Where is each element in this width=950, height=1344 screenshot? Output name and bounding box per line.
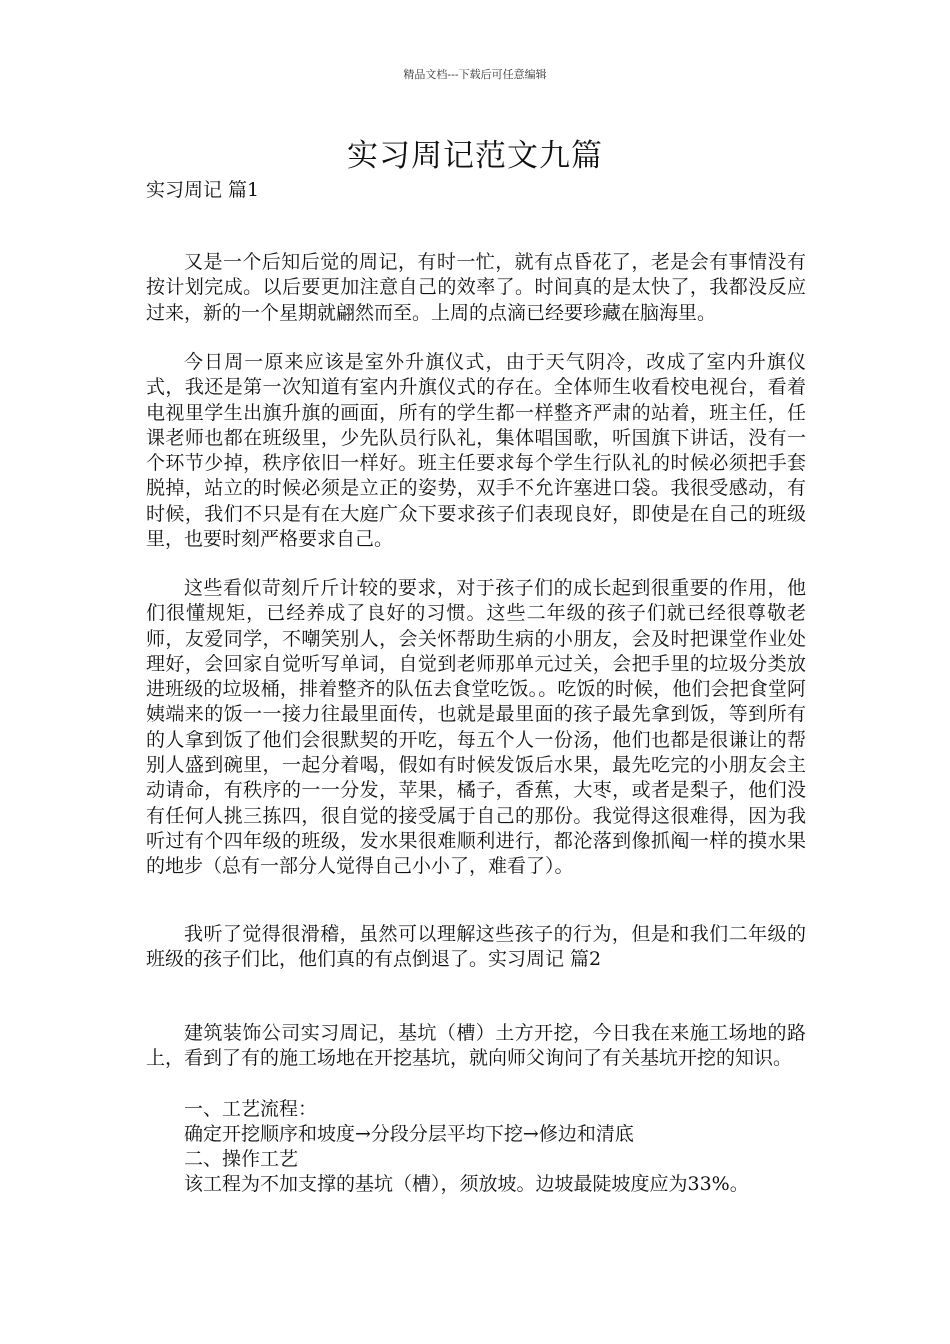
process-heading: 一、工艺流程：	[184, 1098, 318, 1120]
paragraph-4: 我听了觉得很滑稽，虽然可以理解这些孩子的行为，但是和我们二年级的班级的孩子们比，他们真的有点倒退了。实习周记 篇2	[146, 923, 806, 971]
paragraph-1: 又是一个后知后觉的周记，有时一忙，就有点昏花了，老是会有事情没有按计划完成。以后要更加注意自己的效率了。时间真的是太快了，我都没反应过来，新的一个星期就翩然而至。上周的点滴已经要珍藏在脑海里。	[146, 251, 806, 324]
section-heading-1: 实习周记 篇1	[146, 179, 260, 201]
page-header: 精品文档---下载后可任意编辑	[403, 68, 547, 81]
document-title: 实习周记范文九篇	[347, 138, 603, 174]
paragraph-3: 这些看似苛刻斤斤计较的要求，对于孩子们的成长起到很重要的作用，他们很懂规矩，已经养成了良好的习惯。这些二年级的孩子们就已经很尊敬老师，友爱同学，不嘲笑别人，会关怀帮助生病的小朋友，会及时把课堂作业处理好，会回家自觉听写单词，自觉到老师那单元过关，会把手里的垃圾分类放进班级的垃圾桶，排着整齐的队伍去食堂吃饭。。吃饭的时候，他们会把食堂阿姨端来的饭一一接力往最里面传，也就是最里面的孩子最先拿到饭，等到所有的人拿到饭了他们会很默契的开吃，每五个人一份汤，他们也都是很谦让的帮别人盛到碗里，一起分着喝，假如有时候发饭后水果，最先吃完的小朋友会主动请命，有秩序的一一分发，苹果，橘子，香蕉，大枣，或者是梨子，他们没有任何人挑三拣四，很自觉的接受属于自己的那份。我觉得这很难得，因为我听过有个四年级的班级，发水果很难顺利进行，都沦落到像抓阄一样的摸水果的地步（总有一部分人觉得自己小小了，难看了）。	[146, 577, 806, 878]
operation-heading: 二、操作工艺	[184, 1148, 299, 1170]
section2-intro: 建筑装饰公司实习周记，基坑（槽）土方开挖，今日我在来施工场地的路上，看到了有的施工场地在开挖基坑，就向师父询问了有关基坑开挖的知识。	[146, 1022, 806, 1070]
paragraph-2: 今日周一原来应该是室外升旗仪式，由于天气阴冷，改成了室内升旗仪式，我还是第一次知道有室内升旗仪式的存在。全体师生收看校电视台，看着电视里学生出旗升旗的画面，所有的学生都一样整齐严肃的站着，班主任，任课老师也都在班级里，少先队员行队礼，集体唱国歌，听国旗下讲话，没有一个环节少掉，秩序依旧一样好。班主任要求每个学生行队礼的时候必须把手套脱掉，站立的时候必须是立正的姿势，双手不允许塞进口袋。我很受感动，有时候，我们不只是有在大庭广众下要求孩子们表现良好，即使是在自己的班级里，也要时刻严格要求自己。	[146, 351, 806, 551]
process-flow: 确定开挖顺序和坡度→分段分层平均下挖→修边和清底	[184, 1123, 634, 1145]
slope-paragraph: 该工程为不加支撑的基坑（槽），须放坡。边坡最陡坡度应为33%。	[184, 1173, 749, 1195]
